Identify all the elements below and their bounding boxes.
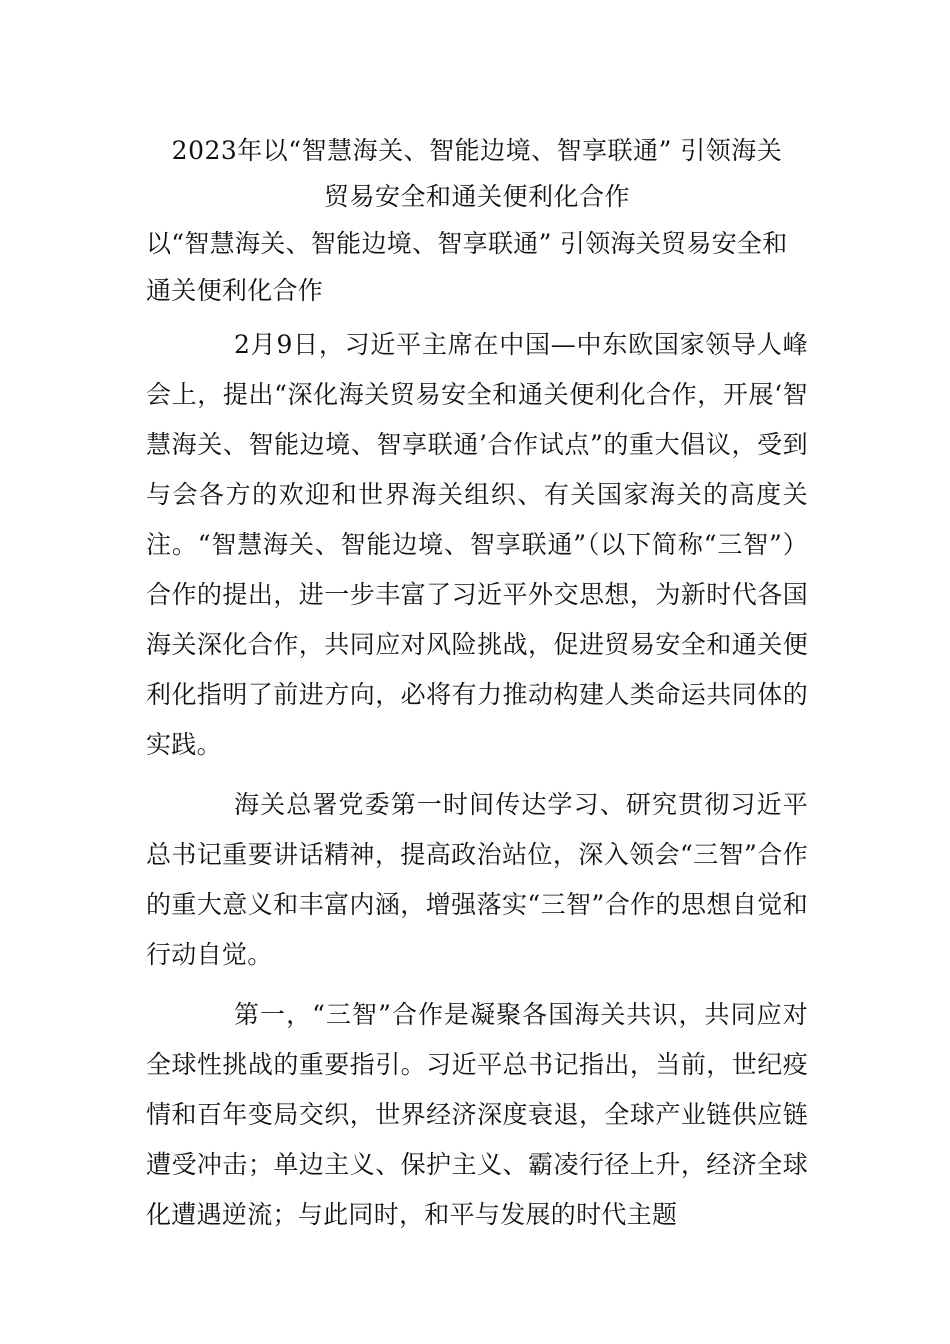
title-line-2: 贸易安全和通关便利化合作 [323,182,630,211]
paragraph-2: 海关总署党委第一时间传达学习、研究贯彻习近平总书记重要讲话精神，提高政治站位，深入领会“三智”合作的重大意义和丰富内涵，增强落实“三智”合作的思想自觉和行动自觉。 [146,790,808,969]
document-subtitle: 以“智慧海关、智能边境、智享联通” 引领海关贸易安全和通关便利化合作 [146,229,788,305]
document-body [146,128,808,1240]
paragraph-3: 第一，“三智”合作是凝聚各国海关共识，共同应对全球性挑战的重要指引。习近平总书记指出，当前，世纪疫情和百年变局交织，世界经济深度衰退，全球产业链供应链遭受冲击；单边主义、保护主义、霸凌行径上升，经济全球化遭遇逆流；与此同时，和平与发展的时代主题 [146,1000,808,1229]
title-line-1: 2023年以“智慧海关、智能边境、智享联通” 引领海关 [171,136,783,165]
paragraph-1: 2月9日，习近平主席在中国—中东欧国家领导人峰会上，提出“深化海关贸易安全和通关便利化合作，开展‘智慧海关、智能边境、智享联通’合作试点”的重大倡议，受到与会各方的欢迎和世界海关组织、有关国家海关的高度关注。“智慧海关、智能边境、智享联通”（以下简称“三智”）合作的提出，进一步丰富了习近平外交思想，为新时代各国海关深化合作，共同应对风险挑战，促进贸易安全和通关便利化指明了前进方向，必将有力推动构建人类命运共同体的实践。 [146,330,808,759]
document-title [146,128,808,220]
